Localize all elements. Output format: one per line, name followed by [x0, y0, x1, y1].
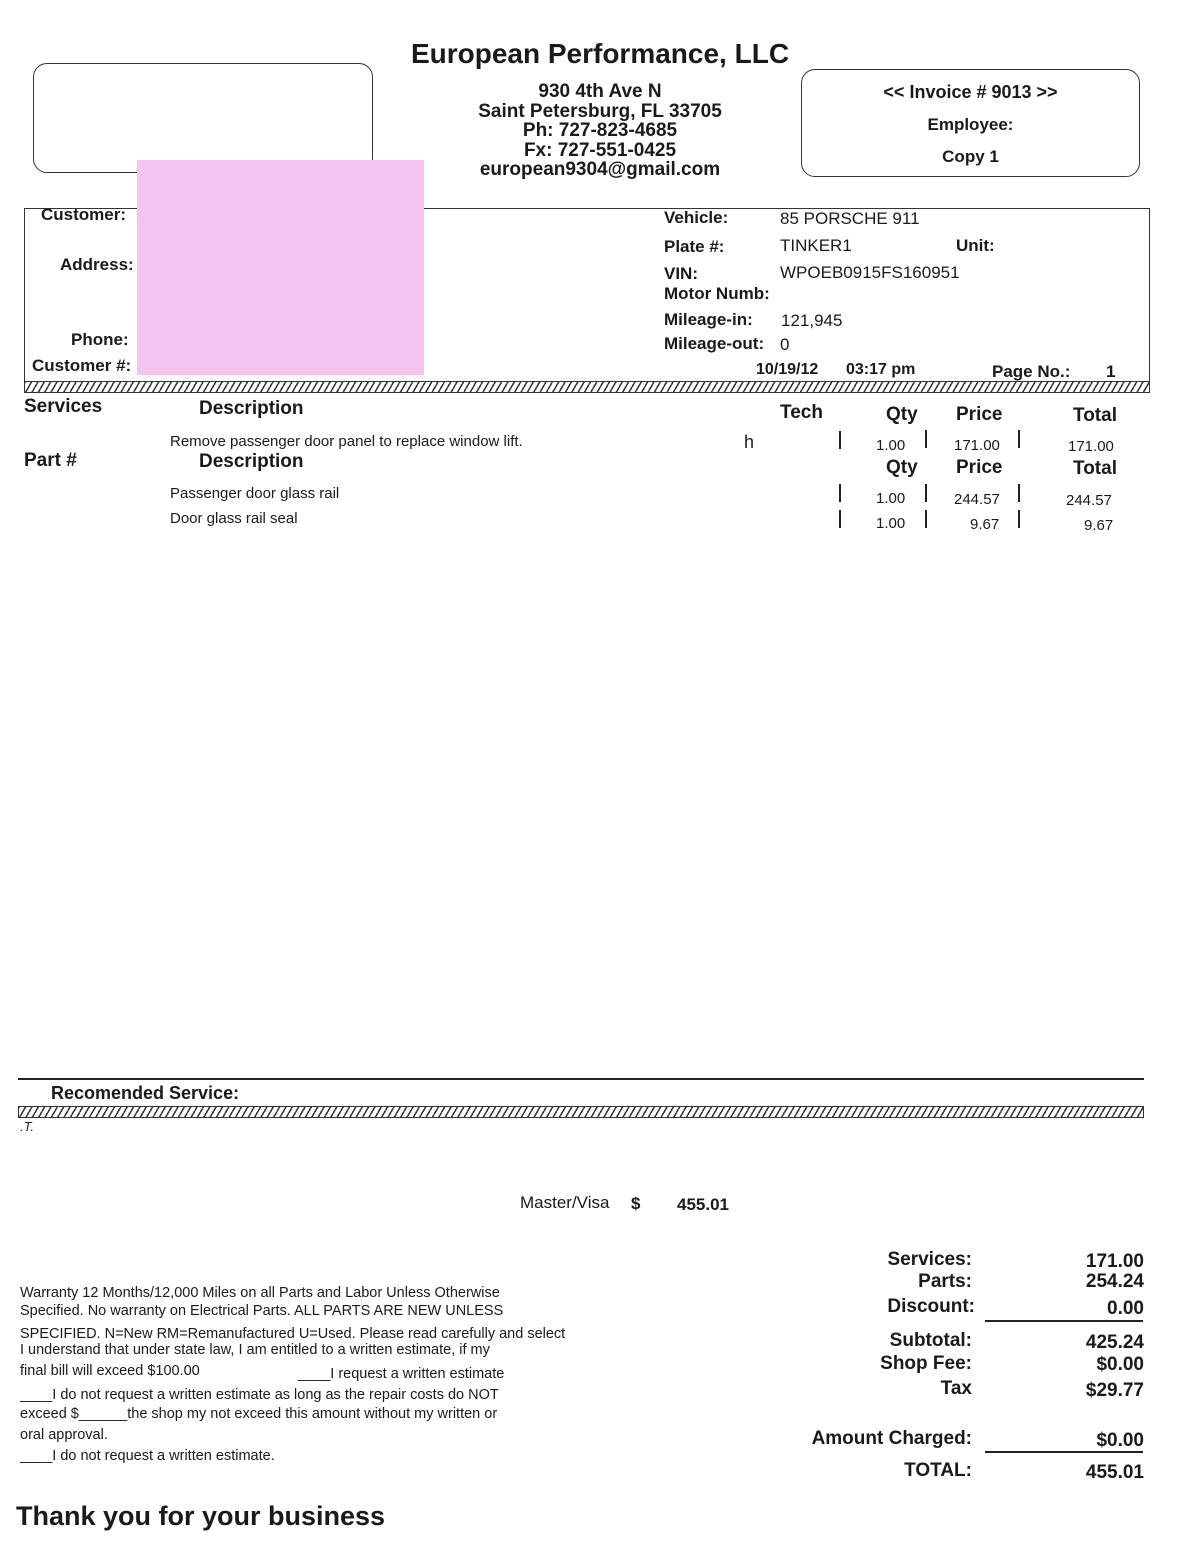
tax-label: Tax [940, 1378, 972, 1399]
totals-rule [985, 1320, 1143, 1322]
service-row-qty: 1.00 [876, 437, 906, 454]
parts-price-header: Price [956, 457, 1003, 478]
column-divider [925, 510, 927, 528]
address-label: Address: [60, 255, 134, 274]
phone-label: Phone: [71, 330, 129, 349]
column-divider [839, 510, 841, 528]
vin-value: WPOEB0915FS160951 [780, 263, 960, 282]
part-number-header: Part # [24, 450, 77, 471]
warranty-line: I understand that under state law, I am entitled to a written estimate, if my [20, 1342, 490, 1358]
service-row-description: Remove passenger door panel to replace window lift. [170, 433, 523, 450]
services-qty-header: Qty [886, 404, 918, 425]
column-divider [839, 484, 841, 502]
shop-name: European Performance, LLC [410, 38, 790, 69]
column-divider [925, 430, 927, 448]
subtotal-value: 425.24 [1085, 1332, 1144, 1353]
parts-qty-header: Qty [886, 457, 918, 478]
shop-address: 930 4th Ave N [538, 81, 662, 102]
shop-fee-value: $0.00 [1096, 1354, 1144, 1375]
part-row-qty: 1.00 [876, 490, 906, 507]
invoice-time: 03:17 pm [846, 361, 916, 378]
warranty-line: Warranty 12 Months/12,000 Miles on all Parts and Labor Unless Otherwise [20, 1285, 500, 1301]
unit-label: Unit: [956, 236, 995, 255]
payment-amount: 455.01 [677, 1195, 729, 1214]
services-price-header: Price [956, 404, 1003, 425]
invoice-number: << Invoice # 9013 >> [883, 82, 1058, 102]
hatched-separator [24, 381, 1150, 393]
plate-label: Plate #: [664, 237, 725, 256]
column-divider [925, 484, 927, 502]
parts-total-header: Total [1073, 458, 1117, 479]
plate-value: TINKER1 [780, 236, 852, 255]
warranty-line: final bill will exceed $100.00 [20, 1363, 200, 1379]
mileage-out-label: Mileage-out: [664, 334, 765, 353]
mileage-out-value: 0 [780, 335, 790, 354]
redaction-block [137, 160, 424, 375]
shop-phone: Ph: 727-823-4685 [522, 120, 678, 141]
grand-total-value: 455.01 [1085, 1462, 1144, 1483]
payment-currency: $ [631, 1194, 641, 1213]
warranty-line: ____I do not request a written estimate as long as the repair costs do NOT [20, 1387, 499, 1403]
warranty-line: SPECIFIED. N=New RM=Remanufactured U=Used. Please read carefully and select [20, 1326, 566, 1342]
section-rule [18, 1078, 1144, 1080]
page-number-label: Page No.: [992, 362, 1071, 381]
parts-total-label: Parts: [918, 1271, 972, 1292]
shop-email: european9304@gmail.com [479, 159, 721, 180]
hatched-separator [18, 1106, 1144, 1118]
column-divider [839, 431, 841, 449]
shop-fee-label: Shop Fee: [880, 1353, 972, 1374]
invoice-info-box [801, 69, 1140, 177]
part-row-qty: 1.00 [876, 515, 906, 532]
parts-total-value: 254.24 [1085, 1271, 1144, 1292]
customer-number-label: Customer #: [32, 356, 132, 375]
vehicle-value: 85 PORSCHE 911 [780, 209, 920, 228]
mileage-in-label: Mileage-in: [664, 310, 753, 329]
shop-contact-block [400, 82, 800, 180]
tech-header: Tech [780, 402, 823, 423]
part-row-price: 9.67 [970, 516, 1000, 533]
services-header: Services [24, 396, 103, 417]
part-row-price: 244.57 [954, 491, 1000, 508]
part-row-description: Passenger door glass rail [170, 485, 340, 502]
part-row-description: Door glass rail seal [170, 510, 298, 527]
invoice-date: 10/19/12 [756, 361, 819, 378]
payment-method: Master/Visa [520, 1193, 610, 1212]
mileage-in-value: 121,945 [781, 311, 843, 330]
service-row-tech: h [744, 432, 755, 452]
discount-value: 0.00 [1107, 1298, 1144, 1319]
customer-address-window-box [33, 63, 373, 173]
page-number-value: 1 [1106, 362, 1116, 381]
part-row-total: 244.57 [1066, 492, 1112, 509]
grand-total-label: TOTAL: [904, 1460, 972, 1481]
recommended-service-label: Recomended Service: [51, 1083, 240, 1103]
written-estimate-option: ____I request a written estimate [298, 1366, 505, 1382]
subtotal-label: Subtotal: [889, 1330, 972, 1351]
amount-charged-value: $0.00 [1096, 1430, 1144, 1451]
customer-label: Customer: [41, 205, 127, 224]
vin-label: VIN: [664, 264, 698, 283]
service-row-total: 171.00 [1068, 438, 1114, 455]
service-row-price: 171.00 [954, 437, 1000, 454]
services-total-label: Services: [887, 1249, 972, 1270]
services-description-header: Description [199, 398, 304, 419]
copy-label: Copy 1 [942, 147, 999, 166]
column-divider [1018, 430, 1020, 448]
part-row-total: 9.67 [1084, 517, 1114, 534]
shop-fax: Fx: 727-551-0425 [523, 139, 677, 161]
warranty-line: ____I do not request a written estimate. [20, 1448, 275, 1464]
column-divider [1018, 484, 1020, 502]
warranty-line: exceed $______the shop my not exceed this amount without my written or [20, 1406, 498, 1422]
discount-label: Discount: [887, 1296, 975, 1317]
employee-label: Employee: [927, 115, 1014, 134]
column-divider [1018, 510, 1020, 528]
services-total-header: Total [1073, 405, 1117, 426]
amount-charged-label: Amount Charged: [811, 1428, 972, 1449]
warranty-line: Specified. No warranty on Electrical Parts. ALL PARTS ARE NEW UNLESS [20, 1303, 504, 1319]
recommended-service-note: .T. [20, 1119, 34, 1134]
services-total-value: 171.00 [1085, 1251, 1144, 1272]
tax-value: $29.77 [1085, 1380, 1144, 1401]
totals-rule [985, 1451, 1143, 1453]
vehicle-label: Vehicle: [664, 208, 729, 227]
motor-number-label: Motor Numb: [664, 284, 770, 303]
shop-city: Saint Petersburg, FL 33705 [478, 100, 722, 122]
thank-you-message: Thank you for your business [16, 1501, 386, 1531]
warranty-line: oral approval. [20, 1427, 108, 1443]
parts-description-header: Description [199, 451, 304, 472]
